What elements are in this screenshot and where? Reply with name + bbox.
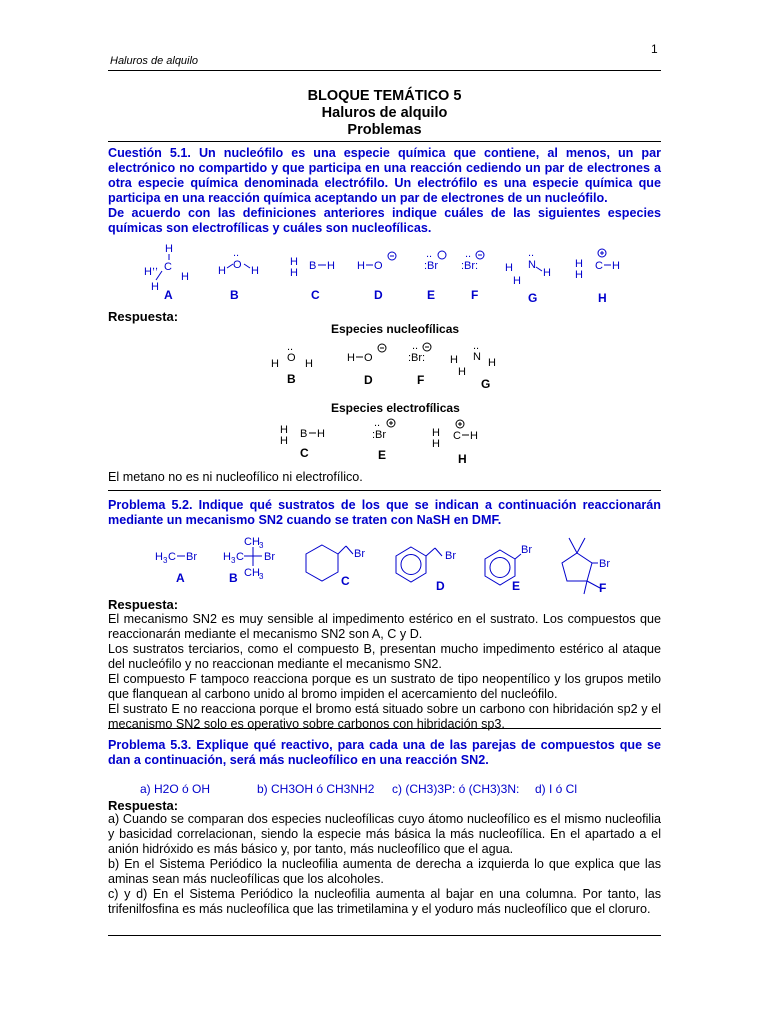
svg-text:H: H — [144, 266, 152, 278]
svg-text:..: .. — [528, 247, 535, 259]
svg-text:,,: ,, — [152, 260, 159, 272]
svg-text:H: H — [327, 260, 335, 272]
svg-text:N: N — [473, 351, 481, 363]
label-c: C — [311, 288, 320, 302]
response-5-2-label: Respuesta: — [108, 597, 179, 612]
svg-text:H: H — [317, 428, 325, 440]
answer-5-3-b: b) En el Sistema Periódico la nucleofilia aumenta de derecha a izquierda lo que explica que las aminas sean más nucleofílicas que los alcoholes. — [108, 857, 661, 886]
substrate-c-cyclohexylmethyl-bromide — [306, 545, 365, 581]
svg-text:C: C — [168, 551, 176, 563]
svg-text:C: C — [164, 261, 172, 273]
structure-f-bromide — [461, 248, 484, 272]
answer-5-3-a: a) Cuando se comparan dos especies nucleofílicas cuyo átomo nucleofílico es el mismo nucleofilia y basicidad correlacionan, siendo la especie más básica la más nucleofílica. En el apartado a el anión hidróxido es más básico y, por tanto, más nucleofílico que el agua. — [108, 812, 661, 856]
label-d: D — [374, 288, 383, 302]
svg-text:H: H — [357, 260, 365, 272]
nucleophilic-label-b: B — [287, 372, 296, 386]
question-5-1-prompt: De acuerdo con las definiciones anteriores indique cuáles de las siguientes especies químicas son electrofílicas y cuáles son nucleofílicas. — [108, 206, 661, 235]
svg-text:CH: CH — [244, 536, 260, 548]
svg-text:H: H — [543, 267, 551, 279]
substrate-a-bromomethane — [155, 551, 197, 565]
svg-text:O: O — [374, 260, 383, 272]
pair-b: b) CH3OH ó CH3NH2 — [257, 782, 375, 796]
substrate-label-f: F — [599, 581, 607, 595]
nucleophilic-label-f: F — [417, 373, 425, 387]
svg-text:..: .. — [412, 340, 419, 352]
svg-text:3: 3 — [259, 572, 264, 581]
electrophilic-label-c: C — [300, 446, 309, 460]
structure-g-ammonia — [505, 247, 551, 287]
label-a: A — [164, 288, 173, 302]
svg-text:C: C — [453, 430, 461, 442]
title-rule — [108, 141, 661, 142]
svg-text:Br: Br — [599, 558, 610, 570]
svg-text:H: H — [505, 262, 513, 274]
svg-text:H: H — [218, 265, 226, 277]
problem-5-3: Problema 5.3. Explique qué reactivo, para cada una de las parejas de compuestos que se dan a continuación, será más nucleofílico en una reacción SN2. — [108, 738, 661, 767]
nucleophilic-label-d: D — [364, 373, 373, 387]
svg-text:..: .. — [465, 248, 472, 260]
answer-5-2-paragraph-3: El compuesto F tampoco reacciona porque es un sustrato de tipo neopentílico y los grupos metilo que flanquean al carbono unido al bromo impiden el acercamiento del nucleófilo. — [108, 672, 661, 701]
section-rule-2 — [108, 728, 661, 729]
question-5-1-definition: Cuestión 5.1. Un nucleófilo es una especie química que contiene, al menos, un par electrónico no compartido y que participa en una reacción cediendo un par de electrones a otra especie química denominada electrófilo. Un electrófilo es una especie química que participa en una reacción química aceptando un par de electrones de un nucleófilo. — [108, 146, 661, 205]
substrate-label-a: A — [176, 571, 185, 585]
svg-text:N: N — [528, 259, 536, 271]
svg-text:Br: Br — [186, 551, 197, 563]
svg-text:..: .. — [287, 341, 294, 353]
nucleophilic-label-g: G — [481, 377, 491, 391]
answer-5-2-paragraph-2: Los sustratos terciarios, como el compuesto B, presentan mucho impedimento estérico al ataque del nucleófilo y no reaccionan mediante el mecanismo SN2. — [108, 642, 661, 671]
structure-c-borane-answer — [280, 424, 325, 447]
svg-text:O: O — [233, 259, 242, 271]
svg-text:H: H — [290, 267, 298, 279]
svg-text:Br: Br — [354, 548, 365, 560]
svg-text:C: C — [236, 551, 244, 563]
page-number: 1 — [651, 42, 658, 56]
svg-text:H: H — [151, 281, 159, 293]
svg-text:H: H — [432, 427, 440, 439]
electrophilic-caption: Especies electrofílicas — [331, 401, 460, 415]
label-f: F — [471, 288, 479, 302]
svg-text:H: H — [432, 438, 440, 450]
svg-text:H: H — [155, 551, 163, 563]
svg-text:..: .. — [233, 247, 240, 259]
nucleophilic-caption: Especies nucleofílicas — [331, 322, 460, 336]
page-title: BLOQUE TEMÁTICO 5 — [307, 88, 462, 104]
running-header: Haluros de alquilo — [110, 55, 199, 67]
svg-text:..: .. — [374, 417, 381, 429]
svg-text:H: H — [488, 357, 496, 369]
substrate-structures-a-f — [140, 530, 640, 598]
structure-h-methyl-cation-answer — [432, 420, 478, 450]
svg-text:H: H — [470, 430, 478, 442]
svg-text:H: H — [280, 424, 288, 436]
svg-text:CH: CH — [244, 567, 260, 579]
label-h: H — [598, 291, 607, 305]
structure-a-methane — [144, 243, 189, 293]
substrate-label-d: D — [436, 579, 445, 593]
electrophilic-label-h: H — [458, 452, 467, 466]
svg-text:Br: Br — [521, 544, 532, 556]
svg-text:H: H — [458, 366, 466, 378]
structure-e-bromine-radical-answer — [372, 417, 395, 441]
label-g: G — [528, 291, 538, 305]
svg-text:H: H — [181, 271, 189, 283]
structure-f-bromide-answer — [408, 340, 431, 364]
response-5-1-label: Respuesta: — [108, 309, 179, 324]
species-structures-a-h — [108, 238, 668, 308]
structure-d-hydroxide-answer — [347, 344, 386, 364]
label-b: B — [230, 288, 239, 302]
answer-5-3-cd: c) y d) En el Sistema Periódico la nucleofilia aumenta al bajar en una columna. Por tanto, las trifenilfosfina es más nucleofílica que las trimetilamina y el yoduro más nucleofílico que el cloruro. — [108, 887, 661, 916]
svg-text:Br: Br — [445, 550, 456, 562]
substrate-label-e: E — [512, 579, 521, 593]
conclusion-5-1: El metano no es ni nucleofílico ni electrofílico. — [108, 470, 363, 484]
header-rule — [108, 70, 661, 71]
svg-text:C: C — [595, 260, 603, 272]
problem-5-2: Problema 5.2. Indique qué sustratos de los que se indican a continuación reaccionarán mediante un mecanismo SN2 cuando se traten con NaSH en DMF. — [108, 498, 661, 527]
answer-5-3 — [108, 812, 661, 917]
svg-text:H: H — [575, 269, 583, 281]
structure-b-water-answer — [271, 341, 313, 370]
answer-5-2-paragraph-4: El sustrato E no reacciona porque el bromo está situado sobre un carbono con hibridación sp2 y el mecanismo SN2 solo es operativo sobre carbonos con hibridación sp3. — [108, 702, 661, 731]
structure-e-bromine-radical — [424, 248, 446, 272]
svg-text:H: H — [612, 260, 620, 272]
substrate-label-b: B — [229, 571, 238, 585]
svg-text:H: H — [290, 256, 298, 268]
structure-h-methyl-cation — [575, 249, 620, 281]
svg-text:O: O — [364, 352, 373, 364]
pair-c: c) (CH3)3P: ó (CH3)3N: — [392, 782, 520, 796]
section-rule-1 — [108, 490, 661, 491]
svg-text:..: .. — [473, 340, 480, 352]
label-e: E — [427, 288, 436, 302]
structure-g-ammonia-answer — [450, 340, 496, 378]
footer-rule — [108, 935, 661, 936]
electrophilic-structures — [270, 415, 500, 467]
svg-text:H: H — [305, 358, 313, 370]
svg-text:3: 3 — [259, 541, 264, 550]
svg-text:B: B — [309, 260, 317, 272]
svg-text:3: 3 — [231, 556, 236, 565]
answer-5-2 — [108, 612, 661, 732]
svg-text:H: H — [271, 358, 279, 370]
svg-text:H: H — [280, 435, 288, 447]
electrophilic-label-e: E — [378, 448, 387, 462]
nucleophile-pairs — [140, 776, 660, 800]
structure-c-borane — [290, 256, 335, 279]
svg-text::Br:: :Br: — [461, 260, 479, 272]
svg-text:H: H — [575, 258, 583, 270]
pair-d: d) I ó Cl — [535, 782, 578, 796]
svg-text:H: H — [450, 354, 458, 366]
pair-a: a) H2O ó OH — [140, 782, 211, 796]
structure-d-hydroxide — [357, 252, 396, 272]
nucleophilic-structures — [260, 338, 510, 393]
svg-text::Br: :Br — [372, 429, 387, 441]
substrate-d-benzyl-bromide — [396, 547, 456, 582]
page-subtitle: Haluros de alquilo — [321, 105, 448, 121]
answer-5-2-paragraph-1: El mecanismo SN2 es muy sensible al impedimento estérico en el sustrato. Los compuestos que reaccionarán mediante el mecanismo SN2 son A, C y D. — [108, 612, 661, 641]
svg-text:B: B — [300, 428, 308, 440]
page-section: Problemas — [347, 122, 422, 138]
structure-b-water — [218, 247, 259, 277]
svg-text:Br: Br — [264, 551, 275, 563]
svg-text:3: 3 — [163, 556, 168, 565]
svg-text:H: H — [347, 352, 355, 364]
question-5-1 — [108, 146, 661, 236]
svg-text:H: H — [513, 275, 521, 287]
svg-text:H: H — [165, 243, 173, 255]
svg-text::Br:: :Br: — [408, 352, 426, 364]
substrate-label-c: C — [341, 574, 350, 588]
substrate-e-bromobenzene — [485, 544, 532, 585]
svg-text:..: .. — [426, 248, 433, 260]
svg-text::Br: :Br — [424, 260, 439, 272]
svg-text:H: H — [251, 265, 259, 277]
svg-text:H: H — [223, 551, 231, 563]
svg-text:O: O — [287, 352, 296, 364]
response-5-3-label: Respuesta: — [108, 798, 179, 813]
